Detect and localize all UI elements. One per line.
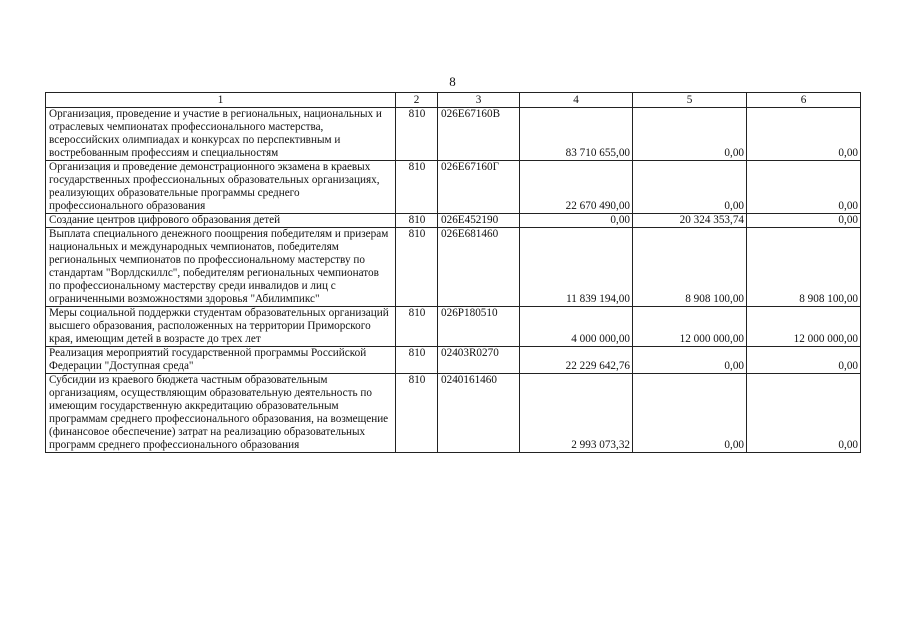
row-value-4: 2 993 073,32 xyxy=(520,374,633,453)
table-row xyxy=(46,228,861,307)
row-value-6: 0,00 xyxy=(747,161,861,214)
row-value-4: 4 000 000,00 xyxy=(520,307,633,347)
row-value-6: 0,00 xyxy=(747,108,861,161)
row-value-5: 20 324 353,74 xyxy=(633,214,747,228)
row-name: Реализация мероприятий государственной программы Российской Федерации "Доступная среда" xyxy=(46,347,396,374)
row-value-5: 8 908 100,00 xyxy=(633,228,747,307)
row-value-5: 0,00 xyxy=(633,347,747,374)
row-value-6: 0,00 xyxy=(747,214,861,228)
row-name: Создание центров цифрового образования детей xyxy=(46,214,396,228)
page-number: 8 xyxy=(449,74,456,89)
row-code-3: 026E681460 xyxy=(438,228,520,307)
table-header-row xyxy=(46,93,861,108)
row-name: Организация, проведение и участие в региональных, национальных и отраслевых чемпионатах профессионального мастерства, всероссийских олимпиадах и конкурсах по перспективным и востребованным профессиям и специальностям xyxy=(46,108,396,161)
row-value-4: 83 710 655,00 xyxy=(520,108,633,161)
row-code-3: 026E67160B xyxy=(438,108,520,161)
table-row xyxy=(46,347,861,374)
row-value-6: 0,00 xyxy=(747,374,861,453)
table-row xyxy=(46,374,861,453)
row-code-3: 0240161460 xyxy=(438,374,520,453)
column-header: 4 xyxy=(520,93,633,108)
column-header: 6 xyxy=(747,93,861,108)
column-header: 2 xyxy=(396,93,438,108)
row-code-3: 026E452190 xyxy=(438,214,520,228)
row-value-4: 11 839 194,00 xyxy=(520,228,633,307)
row-code-2: 810 xyxy=(396,347,438,374)
row-code-2: 810 xyxy=(396,228,438,307)
table-row xyxy=(46,214,861,228)
row-code-3: 026E67160Г xyxy=(438,161,520,214)
row-value-6: 8 908 100,00 xyxy=(747,228,861,307)
row-value-5: 0,00 xyxy=(633,161,747,214)
row-code-2: 810 xyxy=(396,214,438,228)
column-header: 1 xyxy=(46,93,396,108)
table-row xyxy=(46,108,861,161)
row-code-2: 810 xyxy=(396,161,438,214)
row-code-2: 810 xyxy=(396,307,438,347)
row-value-6: 12 000 000,00 xyxy=(747,307,861,347)
row-code-3: 026P180510 xyxy=(438,307,520,347)
row-code-2: 810 xyxy=(396,374,438,453)
table-row xyxy=(46,161,861,214)
row-value-5: 12 000 000,00 xyxy=(633,307,747,347)
column-header: 5 xyxy=(633,93,747,108)
row-name: Выплата специального денежного поощрения победителям и призерам национальных и международных чемпионатов, победителям региональных чемпионатов по профессиональному мастерству по стандартам "Ворлдскиллс", победителям региональных чемпионатов по профессиональному мастерству среди инвалидов и лиц с ограниченными возможностями здоровья "Абилимпикс" xyxy=(46,228,396,307)
table-row xyxy=(46,307,861,347)
row-value-5: 0,00 xyxy=(633,374,747,453)
budget-table xyxy=(45,92,861,453)
row-code-3: 02403R0270 xyxy=(438,347,520,374)
row-value-4: 0,00 xyxy=(520,214,633,228)
row-value-4: 22 670 490,00 xyxy=(520,161,633,214)
row-value-4: 22 229 642,76 xyxy=(520,347,633,374)
row-value-6: 0,00 xyxy=(747,347,861,374)
row-value-5: 0,00 xyxy=(633,108,747,161)
row-name: Меры социальной поддержки студентам образовательных организаций высшего образования, расположенных на территории Приморского края, имеющим детей в возрасте до трех лет xyxy=(46,307,396,347)
row-name: Организация и проведение демонстрационного экзамена в краевых государственных профессиональных образовательных организациях, реализующих образовательные программы среднего профессионального образования xyxy=(46,161,396,214)
column-header: 3 xyxy=(438,93,520,108)
row-name: Субсидии из краевого бюджета частным образовательным организациям, осуществляющим образовательную деятельность по имеющим государственную аккредитацию образовательным программам среднего профессионального образования, на возмещение (финансовое обеспечение) затрат на реализацию образовательных программ среднего профессионального образования xyxy=(46,374,396,453)
row-code-2: 810 xyxy=(396,108,438,161)
